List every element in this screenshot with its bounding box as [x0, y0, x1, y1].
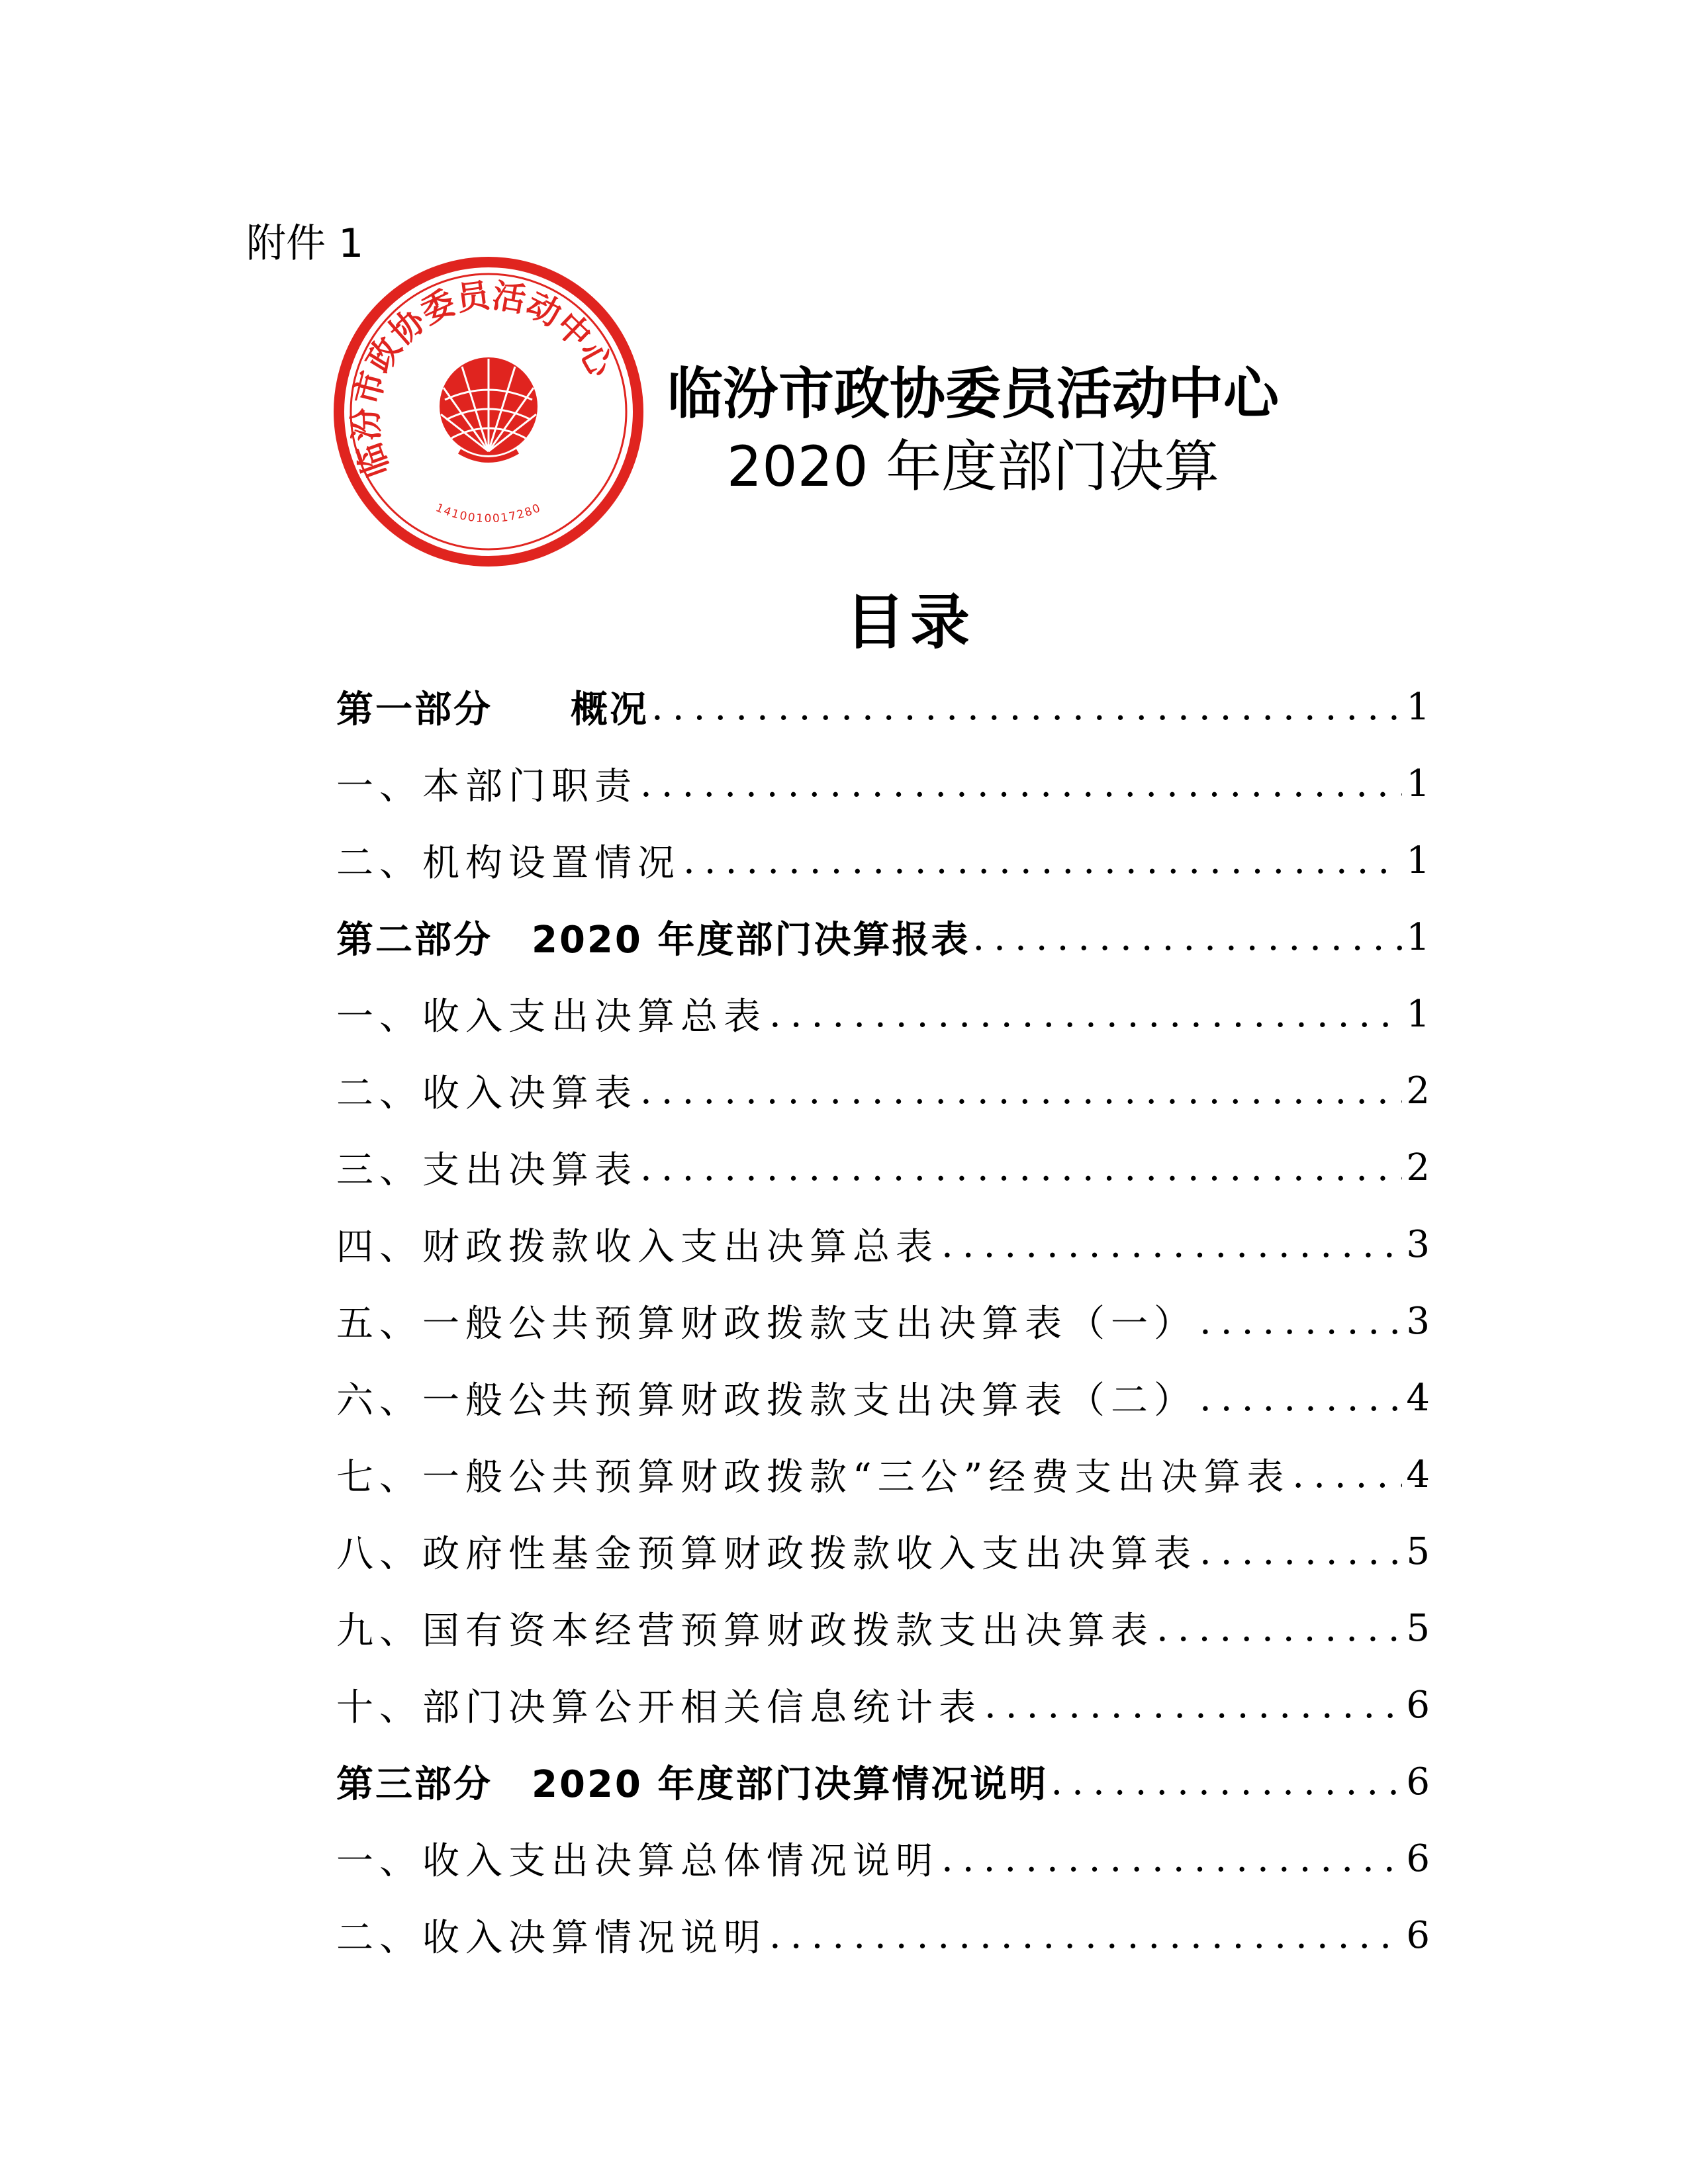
toc-entry-page: 4	[1406, 1453, 1430, 1496]
toc-leader-dots	[1289, 1453, 1402, 1496]
toc-entry-page: 1	[1406, 992, 1430, 1036]
toc-entry[interactable]	[336, 1283, 1430, 1359]
toc-entry-page: 2	[1406, 1146, 1430, 1189]
toc-entry-part-1[interactable]	[336, 668, 1430, 745]
toc-entry-text: 一、收入支出决算总表	[336, 995, 767, 1038]
toc-leader-dots	[637, 762, 1402, 805]
toc-entry[interactable]	[336, 1666, 1430, 1743]
attachment-label: 附件 1	[246, 220, 364, 267]
seal-number	[434, 501, 543, 525]
toc-leader-dots	[939, 1837, 1402, 1880]
toc-leader-dots	[680, 839, 1402, 882]
toc-entry-text: 四、财政拨款收入支出决算总表	[336, 1226, 939, 1269]
toc-entry-text: 一、本部门职责	[336, 765, 637, 808]
toc-entry-page: 6	[1406, 1683, 1430, 1727]
toc-leader-dots	[767, 993, 1402, 1036]
toc-entry-page: 5	[1406, 1529, 1430, 1573]
toc-entry-part-2[interactable]	[336, 899, 1430, 976]
seal-emblem	[440, 357, 538, 460]
toc-entry-text: 七、一般公共预算财政拨款“三公”经费支出决算表	[336, 1456, 1290, 1499]
title-line-1: 临汾市政协委员活动中心	[667, 361, 1279, 426]
seal-text-path: 临汾市政协委员活动中心	[346, 275, 622, 482]
toc-entry-text: 二、收入决算表	[336, 1072, 637, 1115]
toc-heading: 目录	[845, 587, 975, 657]
toc-entry[interactable]	[336, 1052, 1430, 1129]
toc-leader-dots	[649, 686, 1402, 729]
toc-entry[interactable]	[336, 1359, 1430, 1436]
toc-entry-page: 1	[1406, 915, 1430, 959]
toc-entry-text: 二、收入决算情况说明	[336, 1917, 767, 1960]
toc-entry[interactable]	[336, 1206, 1430, 1283]
toc-entry[interactable]	[336, 745, 1430, 822]
toc-entry[interactable]	[336, 1513, 1430, 1590]
toc-entry-page: 5	[1406, 1606, 1430, 1650]
toc-leader-dots	[1048, 1760, 1402, 1803]
toc-entry[interactable]	[336, 1436, 1430, 1513]
toc-entry-page: 1	[1406, 839, 1430, 882]
title-line-2: 2020 年度部门决算	[726, 434, 1220, 499]
toc-entry-page: 1	[1406, 685, 1430, 729]
toc-leader-dots	[637, 1146, 1402, 1189]
toc-leader-dots	[1197, 1530, 1402, 1573]
toc-entry-page: 3	[1406, 1222, 1430, 1266]
toc-entry-text: 三、支出决算表	[336, 1149, 637, 1192]
toc-entry-text: 六、一般公共预算财政拨款支出决算表（二）	[336, 1379, 1197, 1422]
toc-leader-dots	[1154, 1607, 1402, 1650]
toc-entry-text: 第三部分 2020 年度部门决算情况说明	[336, 1763, 1049, 1806]
toc-entry-page: 1	[1406, 762, 1430, 805]
document-title	[543, 357, 1403, 503]
toc-entry-page: 2	[1406, 1069, 1430, 1113]
toc-entry-page: 3	[1406, 1299, 1430, 1343]
toc-entry[interactable]	[336, 1820, 1430, 1897]
toc-entry-text: 第二部分 2020 年度部门决算报表	[336, 919, 970, 962]
toc-entry-page: 6	[1406, 1760, 1430, 1803]
toc-entry-text: 八、政府性基金预算财政拨款收入支出决算表	[336, 1533, 1197, 1576]
toc-entry-text: 九、国有资本经营预算财政拨款支出决算表	[336, 1610, 1154, 1653]
toc-entry-text: 二、机构设置情况	[336, 842, 680, 885]
toc-leader-dots	[939, 1223, 1402, 1266]
seal-number-path: 1410010017280	[434, 501, 543, 526]
toc-entry[interactable]	[336, 1897, 1430, 1974]
toc-leader-dots	[970, 916, 1402, 959]
toc-leader-dots	[1197, 1300, 1402, 1343]
toc-entry-page: 6	[1406, 1913, 1430, 1957]
toc-entry[interactable]	[336, 1129, 1430, 1206]
toc-entry[interactable]	[336, 822, 1430, 899]
toc-entry[interactable]	[336, 1590, 1430, 1666]
toc-leader-dots	[1197, 1377, 1402, 1420]
table-of-contents	[336, 668, 1430, 1974]
toc-entry-text: 十、部门决算公开相关信息统计表	[336, 1686, 982, 1729]
toc-leader-dots	[982, 1684, 1402, 1727]
toc-entry-page: 6	[1406, 1837, 1430, 1880]
toc-entry-text: 一、收入支出决算总体情况说明	[336, 1840, 939, 1883]
toc-entry-text: 第一部分 概况	[336, 688, 649, 731]
toc-leader-dots	[637, 1069, 1402, 1113]
toc-entry-page: 4	[1406, 1376, 1430, 1420]
toc-leader-dots	[767, 1914, 1402, 1957]
toc-entry[interactable]	[336, 976, 1430, 1052]
toc-entry-text: 五、一般公共预算财政拨款支出决算表（一）	[336, 1302, 1197, 1345]
toc-entry-part-3[interactable]	[336, 1743, 1430, 1820]
